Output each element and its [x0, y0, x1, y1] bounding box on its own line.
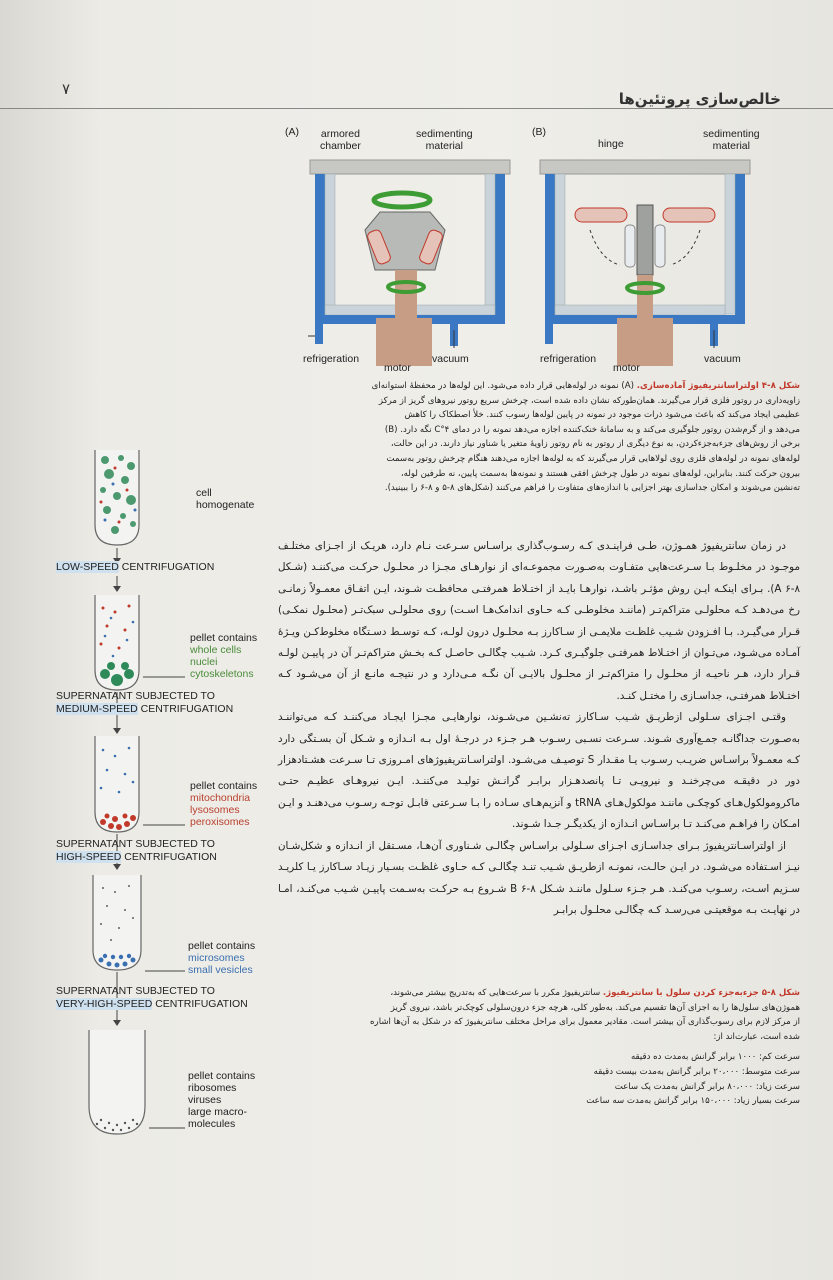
caption-line: لوله‌های نمونه در لوله‌های فلزی روی لولاهایی قرار می‌گیرند که به لوله‌ها اجازه می‌دهند هنگام چرخش روتور به‌سمت — [386, 453, 800, 464]
stage-3-label — [56, 838, 217, 864]
tube-high-speed — [93, 875, 141, 970]
speed-line: سرعت زیاد: ۸۰،۰۰۰ برابر گرانش به‌مدت یک ساعت — [614, 1081, 800, 1092]
vacuum-b-label: vacuum — [704, 353, 741, 365]
pellet-item: viruses — [188, 1094, 222, 1106]
caption-label: شکل ۸-۴ اولتراسانتریفیوژ آماده‌سازی. — [636, 381, 800, 391]
caption-line: برخی از روش‌های جزء‌به‌جزء‌کردن، به نوع دیگری از روتور به نام روتور زاویهٔ متغیر یا شناور نیاز دارند. در این حالت، — [390, 439, 800, 450]
pellet-item: lysosomes — [190, 804, 240, 816]
sedimenting-material-b-label: sedimenting material — [703, 128, 760, 152]
speed-line: سرعت متوسط: ۲۰،۰۰۰ برابر گرانش به‌مدت بیست دقیقه — [593, 1066, 800, 1077]
pellet-item: microsomes — [188, 952, 245, 964]
pellet-item: peroxisomes — [190, 816, 250, 828]
caption-line: سانتریفیوژ مکرر با سرعت‌هایی که به‌تدریج بیشتر می‌شوند، — [390, 988, 601, 998]
tube-homogenate — [95, 450, 139, 545]
body-paragraph: در زمان سانتریفیوژ همـوژن، طـی فراینـدی کـه رسـوب‌گذاری براسـاس سـرعت نـام دارد، هریـک از اجـزای مختلـف موجـود در مخلـوط بـا سـرعت‌هایی متفـاوت به‌صـورت مجموعـه‌ای از نوارهـای مجـزا در محلـول حرکـت می‌کننـد (شـکل ۸-۶ A). بـرای اینکـه ایـن روش مؤثـر باشـد، نوارهـا بایـد از اختـلاط همرفتـی محافظـت شـوند، ایـن اتفـاق معمـولاً زمانـی رخ می‌دهـد کـه محلولـی متراکم‌تـر (ماننـد مخلوطـی کـه حـاوی اندامک‌هـا اسـت) روی محلولـی سبک‌تـر (محلـول نمکـی) قـرار می‌گیـرد. بـا افـزودن شـیب غلظـت ملایمـی از سـاکارز بـه محلـول درون لولـه، کـه توسـط دسـتگاه مخلوط‌کـن ویـژهٔ آمـاده می‌شـود، می‌تـوان از اختـلاط همرفتـی جلوگیـری کـرد. شـیب چگالـی حاصـل کـه بخـش متراکم‌تـر آن در پاییـن لولـه قـرار دارد، هـر ناحیـه از محلـول را متراکم‌تـر از محلـول بالایـی آن نگـه مـی‌دارد و در نتیجـه مانـع از آن می‌شـود کـه اختـلاط همرفتـی، جداسـازی را مختـل کنـد. — [278, 540, 800, 702]
tube-medium-speed — [95, 736, 139, 832]
sedimenting-material-a-label: sedimenting material — [416, 128, 473, 152]
motor-a-label: motor — [384, 362, 411, 374]
pellet-item: molecules — [188, 1118, 236, 1130]
caption-line: هموژن‌های سلول‌ها را به اجزای آن‌ها تقسیم می‌کند. به‌طور کلی، هرچه جزء درون‌سلولی کوچک‌تر باشد، نیروی گریز — [390, 1002, 800, 1013]
stage-4-label — [56, 985, 248, 1011]
low-speed-highlight: LOW-SPEED — [56, 561, 119, 573]
stage-rest: CENTRIFUGATION — [118, 561, 215, 573]
panel-a-tag: (A) — [285, 126, 299, 138]
caption-line: می‌دهد و از گرم‌شدن روتور جلوگیری می‌کند و به سامانهٔ خنک‌کننده اجازه می‌دهد نمونه را در دمای ۴°C نگه دارد. (B) — [384, 424, 800, 435]
stage-rest: CENTRIFUGATION — [152, 998, 248, 1010]
stage-rest: CENTRIFUGATION — [121, 851, 217, 863]
panel-b-tag: (B) — [532, 126, 546, 138]
pellet-title: pellet contains — [190, 632, 258, 644]
stage-line: SUPERNATANT SUBJECTED TO — [56, 838, 215, 850]
caption-line: عظیمی ایجاد می‌کند که باعث می‌شود ذرات موجود در نمونه در پایین لوله‌ها رسوب کنند. خلأ اصطکاک را کاهش — [404, 410, 800, 421]
stage-1-label — [56, 561, 214, 574]
pellet-3-label — [188, 940, 255, 976]
stage-line: SUPERNATANT SUBJECTED TO — [56, 985, 215, 997]
stage-rest: CENTRIFUGATION — [137, 703, 234, 715]
pellet-title: pellet contains — [190, 780, 258, 792]
caption-line: زاویه‌داری در روتور فلزی قرار می‌گیرند. همان‌طور‌که نشان داده شده است، چرخش سریع روتور نیروهای گریز از مرکز — [378, 395, 800, 406]
figure-8-5-caption — [282, 986, 800, 1109]
speed-line: سرعت کم: ۱۰۰۰ برابر گرانش به‌مدت ده دقیقه — [630, 1052, 800, 1063]
pellet-item: cytoskeletons — [190, 668, 254, 680]
caption-line: ته‌نشین می‌شوند و امکان جداسازی بهتر اجزایی با اندازه‌های متفاوت را فراهم می‌کنند (شکل‌های ۸-۵ و ۸-۶ را ببینید). — [384, 483, 800, 494]
pellet-4-label — [188, 1070, 255, 1130]
caption-line: (A) نمونه در لوله‌هایی قرار داده می‌شود. این لوله‌ها در محفظهٔ استوانه‌ای — [371, 381, 634, 391]
caption-label: شکل ۸-۵ جزء‌به‌جزء کردن سلول با سانتریفیوژ. — [602, 988, 800, 998]
pellet-2-label — [190, 780, 257, 828]
pellet-title: pellet contains — [188, 940, 256, 952]
centrifuge-diagram — [290, 150, 780, 370]
centrifuge-a — [308, 160, 510, 366]
stage-2-label — [56, 690, 233, 716]
stage-line: SUPERNATANT SUBJECTED TO — [56, 690, 215, 702]
cell-homogenate-label: cell homogenate — [196, 487, 255, 511]
header-rule — [0, 108, 833, 109]
running-title: خالص‌سازی پروتئین‌ها — [618, 90, 781, 108]
body-paragraph: وقتـی اجـزای سـلولی ازطریـق شـیب سـاکارز ته‌نشـین می‌شـوند، نوارهایـی مجـزا ایجـاد می‌کننـد کـه می‌تواننـد به‌صـورت جداگانـه جمـع‌آوری شـوند. سـرعت نسـبی رسـوب هـر جـزء در درجـهٔ اول بـه انـدازه و شـکل آن بسـتگی دارد کـه معمـولاً براسـاس ضریـب رسـوب یـا مقـدار S توصیـف می‌شـود. اولتراسـانتریفیوژهای امـروزی تـا سـرعت هشـتادهزار دور در دقیقـه می‌چرخنـد و نیرویـی تـا پانصدهـزار برابـر گرانـش تولیـد می‌کننـد. ایـن نیروهـای عظیـم حتـی ماکرومولکول‌هـای کوچکـی ماننـد مولکول‌هـای tRNA و آنزیم‌هـای سـاده را بـا سـرعتی قابـل توجـه رسـوب می‌دهنـد و ایـن امـکان را فراهـم می‌کنـد تـا براسـاس انـدازه از یکدیگـر جـدا شـوند. — [278, 711, 800, 831]
motor-b-label: motor — [613, 362, 640, 374]
caption-line: شده است، عبارت‌اند از: — [713, 1031, 800, 1042]
body-text — [278, 536, 800, 921]
figure-8-4-caption — [282, 379, 800, 496]
centrifuge-b — [540, 160, 750, 366]
pellet-item: whole cells — [190, 644, 242, 656]
high-speed-highlight: HIGH-SPEED — [56, 851, 122, 863]
armored-chamber-label: armored chamber — [320, 128, 361, 152]
refrigeration-b-label: refrigeration — [540, 353, 597, 365]
tube-low-speed — [95, 595, 139, 690]
pellet-item: small vesicles — [188, 964, 253, 976]
body-paragraph: از اولتراسـانتریفیوژ بـرای جداسـازی اجـزای سـلولی براسـاس چگالـی شـناوری آن‌هـا، مسـتقل از انـدازه و شکل‌شـان نیـز اسـتفاده می‌شـود. در ایـن حالـت، نمونـه ازطریـق شـیب تنـد چگالـی کـه حـاوی غلظـت بسـیار زیـاد سـاکارز یـا کلریـد سـزیم اسـت، رسـوب می‌کنـد. هـر جـزء سـلول ماننـد شـکل ۸-۶ B شـروع بـه حرکـت به‌سـمت پاییـن شـیب می‌کنـد، امـا در نهایـت بـه موقعیتـی می‌رسـد کـه چگالـی محلـول برابـر — [278, 839, 801, 916]
pellet-item: ribosomes — [188, 1082, 237, 1094]
medium-speed-highlight: MEDIUM-SPEED — [56, 703, 138, 715]
pellet-title: pellet contains — [188, 1070, 256, 1082]
hinge-label: hinge — [598, 138, 624, 150]
page-number: ۷ — [62, 80, 71, 98]
very-high-speed-highlight: VERY-HIGH-SPEED — [56, 998, 153, 1010]
pellet-item: nuclei — [190, 656, 218, 668]
pellet-item: large macro- — [188, 1106, 247, 1118]
pellet-item: mitochondria — [190, 792, 251, 804]
caption-line: از مرکز لازم برای رسوب‌گذاری آن بیشتر است. مقادیر معمول برای مراحل مختلف سانتریفیوژ که در شکل به آن‌ها اشاره — [370, 1017, 800, 1028]
caption-line: بیرون حرکت کنند. بنابراین، لوله‌های نمونه در طول چرخش افقی هستند و نمونه‌ها به‌سمت پایین، نه طرفین لوله، — [400, 468, 800, 479]
vacuum-a-label: vacuum — [432, 353, 469, 365]
refrigeration-a-label: refrigeration — [303, 353, 360, 365]
speed-line: سرعت بسیار زیاد: ۱۵۰،۰۰۰ برابر گرانش به‌مدت سه ساعت — [586, 1096, 800, 1107]
pellet-1-label — [190, 632, 257, 680]
tube-very-high-speed — [89, 1030, 145, 1134]
